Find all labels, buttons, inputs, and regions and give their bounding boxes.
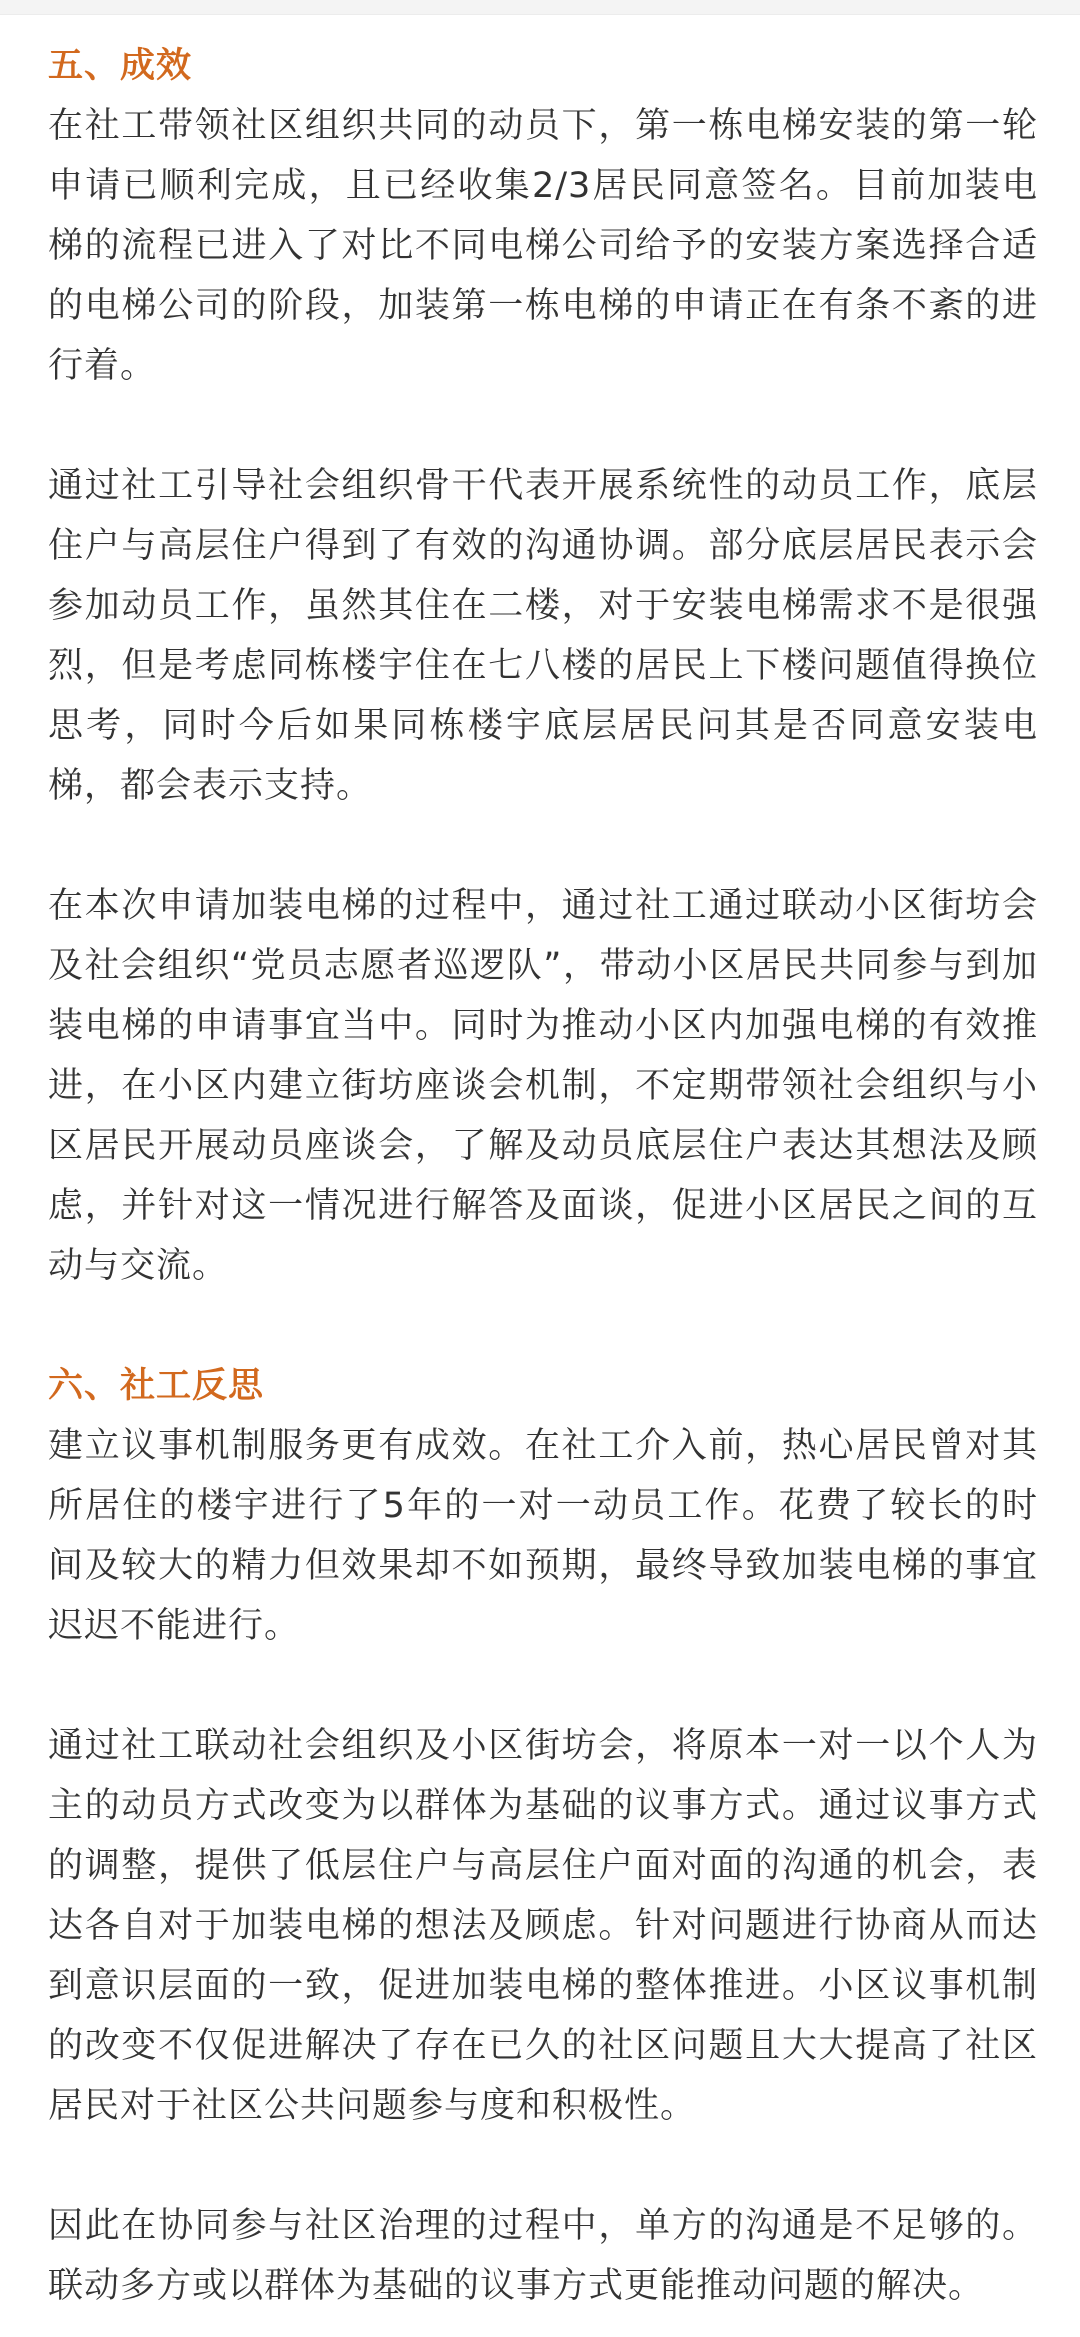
paragraph-spacer	[48, 1296, 1038, 1356]
top-divider	[0, 0, 1080, 15]
section-heading-reflection: 六、社工反思	[48, 1366, 265, 1406]
paragraph: 通过社工引导社会组织骨干代表开展系统性的动员工作，底层住户与高层住户得到了有效的沟通协调。部分底层居民表示会参加动员工作，虽然其住在二楼，对于安装电梯需求不是很强烈，但是考虑同栋楼宇住在七八楼的居民上下楼问题值得换位思考，同时今后如果同栋楼宇底层居民问其是否同意安装电梯，都会表示支持。	[48, 466, 1038, 806]
paragraph: 在本次申请加装电梯的过程中，通过社工通过联动小区街坊会及社会组织“党员志愿者巡逻队”，带动小区居民共同参与到加装电梯的申请事宜当中。同时为推动小区内加强电梯的有效推进，在小区内建立街坊座谈会机制，不定期带领社会组织与小区居民开展动员座谈会，了解及动员底层住户表达其想法及顾虑，并针对这一情况进行解答及面谈，促进小区居民之间的互动与交流。	[48, 886, 1038, 1286]
article-body	[48, 36, 1038, 2316]
paragraph: 因此在协同参与社区治理的过程中，单方的沟通是不足够的。联动多方或以群体为基础的议事方式更能推动问题的解决。	[48, 2206, 1038, 2306]
paragraph-spacer	[48, 396, 1038, 456]
paragraph-spacer	[48, 1656, 1038, 1716]
paragraph: 建立议事机制服务更有成效。在社工介入前，热心居民曾对其所居住的楼宇进行了5年的一对一动员工作。花费了较长的时间及较大的精力但效果却不如预期，最终导致加装电梯的事宜迟迟不能进行。	[48, 1426, 1038, 1646]
paragraph: 通过社工联动社会组织及小区街坊会，将原本一对一以个人为主的动员方式改变为以群体为基础的议事方式。通过议事方式的调整，提供了低层住户与高层住户面对面的沟通的机会，表达各自对于加装电梯的想法及顾虑。针对问题进行协商从而达到意识层面的一致，促进加装电梯的整体推进。小区议事机制的改变不仅促进解决了存在已久的社区问题且大大提高了社区居民对于社区公共问题参与度和积极性。	[48, 1726, 1038, 2126]
paragraph-spacer	[48, 816, 1038, 876]
paragraph-spacer	[48, 2136, 1038, 2196]
section-heading-results: 五、成效	[48, 46, 193, 86]
paragraph: 在社工带领社区组织共同的动员下，第一栋电梯安装的第一轮申请已顺利完成，且已经收集2/3居民同意签名。目前加装电梯的流程已进入了对比不同电梯公司给予的安装方案选择合适的电梯公司的阶段，加装第一栋电梯的申请正在有条不紊的进行着。	[48, 106, 1038, 386]
